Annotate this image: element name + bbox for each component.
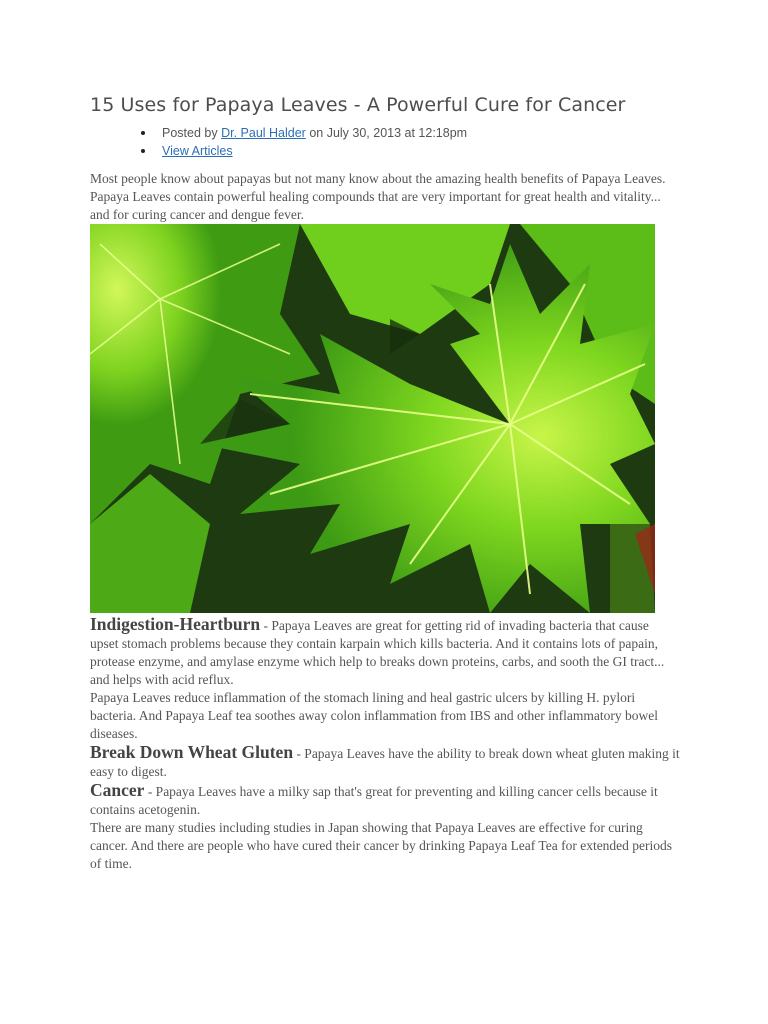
section-heading-cancer: Cancer <box>90 780 145 800</box>
section-extra-cancer: There are many studies including studies in Japan showing that Papaya Leaves are effective for curing cancer. And there are people who have cured their cancer by drinking Papaya Leaf Tea for extended periods of time. <box>90 820 673 871</box>
view-articles-line <box>162 142 680 160</box>
article-meta <box>90 124 680 160</box>
author-link[interactable]: Dr. Paul Halder <box>221 126 306 140</box>
section-lead-cancer: - Papaya Leaves have a milky sap that's great for preventing and killing cancer cells because it contains acetogenin. <box>90 784 658 817</box>
section-heading-indigestion: Indigestion-Heartburn <box>90 614 261 634</box>
view-articles-link[interactable]: View Articles <box>162 144 233 158</box>
section-gluten <box>90 743 680 781</box>
section-extra-indigestion: Papaya Leaves reduce inflammation of the stomach lining and heal gastric ulcers by killing H. pylori bacteria. And Papaya Leaf tea soothes away colon inflammation from IBS and other inflammatory bowel diseases. <box>90 690 658 741</box>
section-lead-indigestion: - Papaya Leaves are great for getting rid of invading bacteria that cause upset stomach problems because they contain karpain which kills bacteria. And it contains lots of papain, protease enzyme, and amylase enzyme which help to breaks down proteins, carbs, and sooth the GI tract... and helps with acid reflux. <box>90 618 665 687</box>
section-lead-gluten: - Papaya Leaves have the ability to break down wheat gluten making it easy to digest. <box>90 746 680 779</box>
section-indigestion <box>90 615 680 689</box>
article <box>90 92 680 873</box>
article-title: 15 Uses for Papaya Leaves - A Powerful Cure for Cancer <box>90 94 626 116</box>
section-cancer <box>90 781 680 819</box>
posted-by-line <box>162 124 680 142</box>
intro-paragraph-2: Papaya Leaves contain powerful healing compounds that are very important for great health and vitality... and for curing cancer and dengue fever. <box>90 189 661 222</box>
section-heading-gluten: Break Down Wheat Gluten <box>90 742 294 762</box>
posted-by-prefix: Posted by <box>162 126 222 140</box>
post-date: on July 30, 2013 at 12:18pm <box>305 126 468 140</box>
papaya-leaves-photo <box>90 224 655 613</box>
intro-paragraph-1: Most people know about papayas but not many know about the amazing health benefits of Papaya Leaves. <box>90 171 666 186</box>
